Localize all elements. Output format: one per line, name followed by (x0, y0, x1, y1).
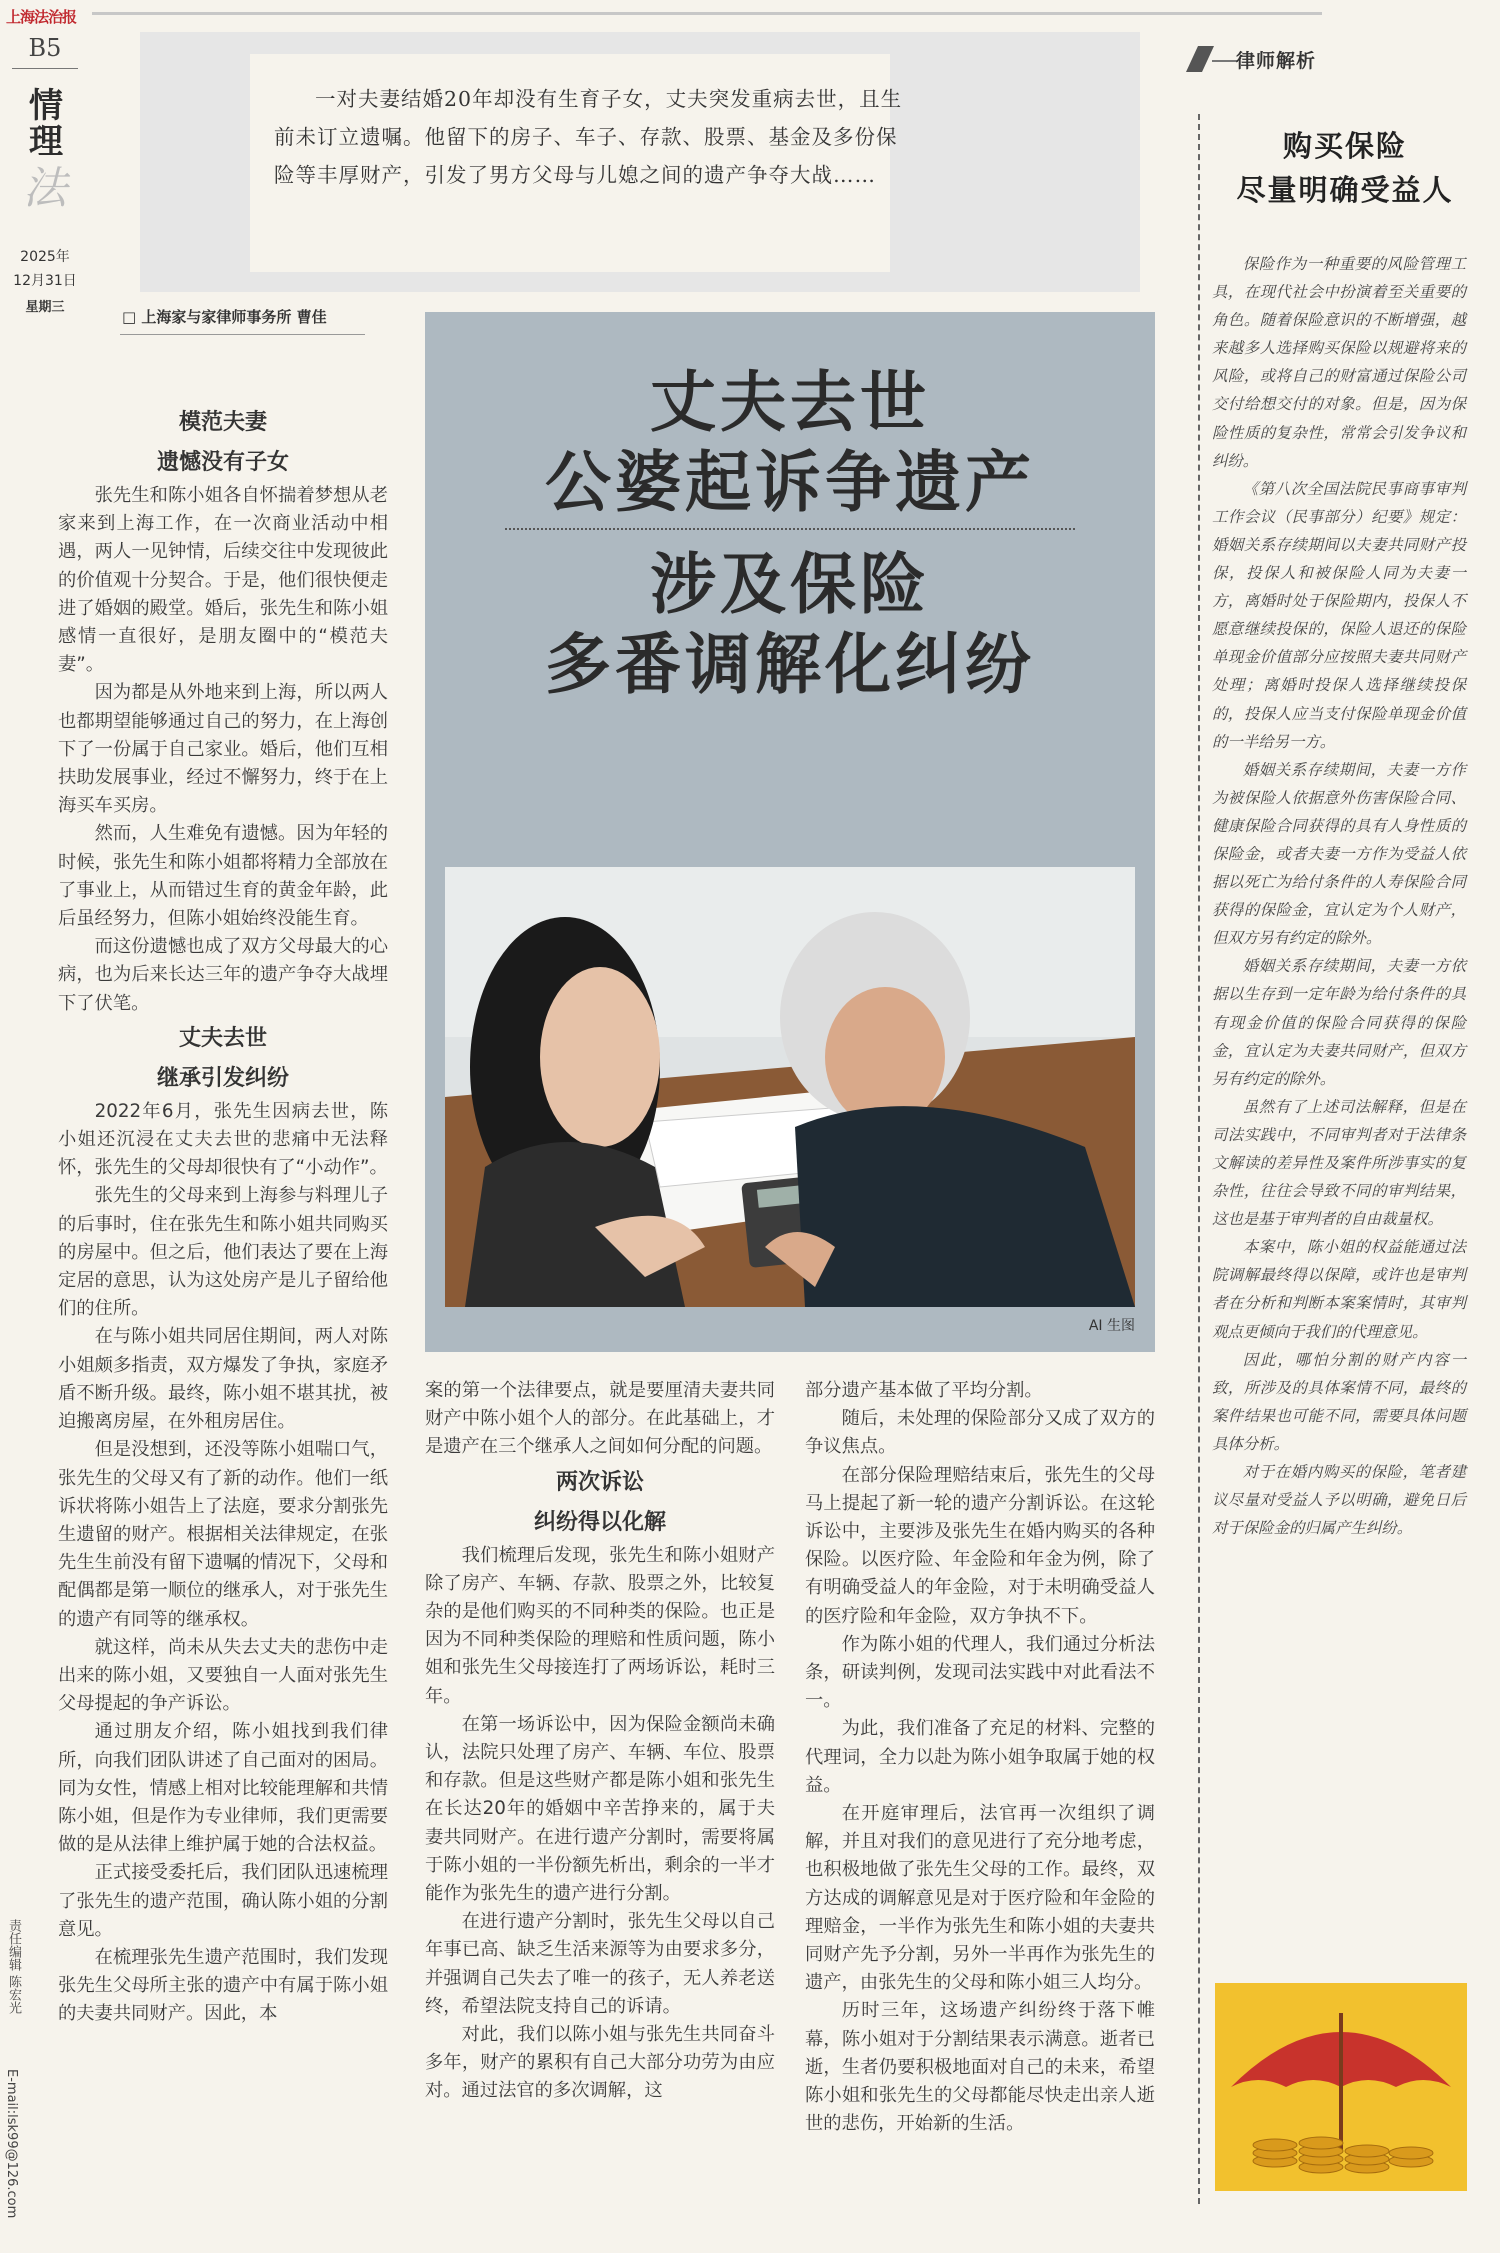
subheading: 继承引发纠纷 (156, 1064, 289, 1091)
lead-paragraph: 一对夫妻结婚20年却没有生育子女，丈夫突发重病去世，且生前未订立遗嘱。他留下的房子、车子、存款、股票、基金及多份保险等丰厚财产，引发了男方父母与儿媳之间的遗产争夺大战…… (274, 87, 903, 187)
text-column-2 (425, 1377, 775, 2106)
body-paragraph: 案的第一个法律要点，就是要厘清夫妻共同财产中陈小姐个人的部分。在此基础上，才是遗产在三个继承人之间如何分配的问题。 (425, 1380, 775, 1458)
subheading: 两次诉讼 (555, 1468, 644, 1495)
byline-rule (120, 334, 365, 335)
sidebar-paragraph: 本案中，陈小姐的权益能通过法院调解最终得以保障，或许也是审判者在分析和判断本案案情时，其审判观点更倾向于我们的代理意见。 (1212, 1238, 1466, 1341)
sidebar-tag-label: 律师解析 (1236, 50, 1317, 72)
headline-block (425, 312, 1155, 1352)
text-column-1 (58, 402, 388, 2029)
page-number: B5 (28, 34, 62, 62)
sidebar-body (1212, 250, 1466, 1542)
text-column-3 (805, 1377, 1155, 2138)
body-paragraph: 在部分保险理赔结束后，张先生的父母马上提起了新一轮的遗产分割诉讼。在这轮诉讼中，主要涉及张先生在婚内购买的各种保险。以医疗险、年金险和年金为例，除了有明确受益人的年金险，对于未明确受益人的医疗险和年金险，双方争执不下。 (805, 1464, 1155, 1627)
sidebar-paragraph: 虽然有了上述司法解释，但是在司法实践中，不同审判者对于法律条文解读的差异性及案件所涉事实的复杂性，往往会导致不同的审判结果，这也是基于审判者的自由裁量权。 (1212, 1097, 1466, 1229)
body-paragraph: 为此，我们准备了充足的材料、完整的代理词，全力以赴为陈小姐争取属于她的权益。 (805, 1718, 1155, 1796)
body-paragraph: 随后，未处理的保险部分又成了双方的争议焦点。 (805, 1408, 1155, 1458)
body-paragraph: 部分遗产基本做了平均分割。 (805, 1380, 1043, 1401)
body-paragraph: 就这样，尚未从失去丈夫的悲伤中走出来的陈小姐，又要独自一人面对张先生父母提起的争产诉讼。 (58, 1636, 388, 1715)
issue-year: 2025年 (20, 249, 70, 265)
body-paragraph: 在开庭审理后，法官再一次组织了调解，并且对我们的意见进行了充分地考虑，也积极地做了张先生父母的工作。最终，双方达成的调解意见是对于医疗险和年金险的理赔金，一半作为张先生和陈小姐的夫妻共同财产先予分割，另外一半再作为张先生的遗产，由张先生的父母和陈小姐三人均分。 (805, 1803, 1155, 1994)
body-paragraph: 在进行遗产分割时，张先生父母以自己年事已高、缺乏生活来源等为由要求多分，并强调自己失去了唯一的孩子，无人养老送终，希望法院支持自己的诉请。 (425, 1911, 775, 2017)
subheading: 模范夫妻 (178, 409, 267, 435)
headline-line-3: 涉及保险 (650, 545, 930, 623)
sidebar-title-line-2: 尽量明确受益人 (1236, 173, 1454, 207)
section-char-fa: 法 (23, 163, 67, 214)
newspaper-logo: 上海法治报 (6, 8, 77, 26)
lead-inner (250, 54, 903, 272)
body-paragraph: 2022年6月，张先生因病去世，陈小姐还沉浸在丈夫去世的悲痛中无法释怀，张先生的父母却很快有了“小动作”。 (58, 1100, 388, 1179)
body-paragraph: 在第一场诉讼中，因为保险金额尚未确认，法院只处理了房产、车辆、车位、股票和存款。但是这些财产都是陈小姐和张先生在长达20年的婚姻中辛苦挣来的，属于夫妻共同财产。在进行遗产分割时，需要将属于陈小姐的一半份额先析出，剩余的一半才能作为张先生的遗产进行分割。 (425, 1713, 775, 1905)
section-char-li: 理 (29, 122, 63, 162)
headline-divider (505, 528, 1075, 530)
headline-line-2: 公婆起诉争遗产 (545, 443, 1035, 521)
page-number-rule (12, 68, 78, 69)
sidebar-title (1215, 124, 1475, 212)
sidebar-paragraph: 对于在婚内购买的保险，笔者建议尽量对受益人予以明确，避免日后对于保险金的归属产生纠纷。 (1212, 1463, 1466, 1538)
body-paragraph: 在梳理张先生遗产范围时，我们发现张先生父母所主张的遗产中有属于陈小姐的夫妻共同财产。因此，本 (58, 1946, 388, 2025)
umbrella-coins-illustration (1215, 1983, 1467, 2191)
top-rule (92, 12, 1322, 15)
subheading: 纠纷得以化解 (533, 1508, 666, 1535)
byline: □ 上海家与家律师事务所 曹佳 (122, 308, 327, 326)
sidebar-paragraph: 婚姻关系存续期间，夫妻一方作为被保险人依据意外伤害保险合同、健康保险合同获得的具有人身性质的保险金，或者夫妻一方作为受益人依据以死亡为给付条件的人寿保险合同获得的保险金，宜认定为个人财产，但双方另有约定的除外。 (1212, 760, 1466, 948)
body-paragraph: 对此，我们以陈小姐与张先生共同奋斗多年，财产的累积有自己大部分功劳为由应对。通过法官的多次调解，这 (425, 2024, 775, 2102)
tag-marker-icon (1178, 42, 1238, 76)
body-paragraph: 但是没想到，还没等陈小姐喘口气，张先生的父母又有了新的动作。他们一纸诉状将陈小姐告上了法庭，要求分割张先生遗留的财产。根据相关法律规定，在张先生生前没有留下遗嘱的情况下，父母和配偶都是第一顺位的继承人，对于张先生的遗产有同等的继承权。 (58, 1439, 388, 1630)
sidebar-paragraph: 因此，哪怕分割的财产内容一致，所涉及的具体案情不同，最终的案件结果也可能不同，需要具体问题具体分析。 (1212, 1350, 1466, 1453)
headline-line-4: 多番调解化纠纷 (545, 625, 1035, 703)
body-paragraph: 历时三年，这场遗产纠纷终于落下帷幕，陈小姐对于分割结果表示满意。逝者已逝，生者仍要积极地面对自己的未来，希望陈小姐和张先生的父母都能尽快走出亲人逝世的悲伤，开始新的生活。 (805, 2000, 1155, 2135)
lead-box (140, 32, 1140, 292)
issue-weekday: 星期三 (25, 300, 65, 315)
sidebar-tag (1178, 42, 1338, 76)
sidebar-paragraph: 保险作为一种重要的风险管理工具，在现代社会中扮演着至关重要的角色。随着保险意识的不断增强，越来越多人选择购买保险以规避将来的风险，或将自己的财富通过保险公司交付给想交付的对象。但是，因为保险性质的复杂性，常常会引发争议和纠纷。 (1212, 255, 1466, 470)
body-paragraph: 作为陈小姐的代理人，我们通过分析法条，研读判例，发现司法实践中对此看法不一。 (805, 1633, 1155, 1712)
sidebar-paragraph: 婚姻关系存续期间，夫妻一方依据以生存到一定年龄为给付条件的具有现金价值的保险合同获得的保险金，宜认定为夫妻共同财产，但双方另有约定的除外。 (1212, 957, 1466, 1088)
section-char-qing: 情 (29, 86, 63, 126)
sidebar-paragraph: 《第八次全国法院民事商事审判工作会议（民事部分）纪要》规定：婚姻关系存续期间以夫妻共同财产投保，投保人和被保险人同为夫妻一方，离婚时处于保险期内，投保人不愿意继续投保的，保险人退还的保险单现金价值部分应按照夫妻共同财产处理；离婚时投保人选择继续投保的，投保人应当支付保险单现金价值的一半给另一方。 (1212, 479, 1466, 751)
sidebar-title-line-1: 购买保险 (1282, 129, 1407, 163)
photo-credit: AI 生图 (1088, 1318, 1135, 1334)
editor-name: 责任编辑 陈宏光 (6, 1919, 21, 2015)
subheading: 遗憾没有子女 (156, 449, 289, 475)
body-paragraph: 在与陈小姐共同居住期间，两人对陈小姐颇多指责，双方爆发了争执，家庭矛盾不断升级。最终，陈小姐不堪其扰，被迫搬离房屋，在外租房居住。 (58, 1326, 388, 1433)
body-paragraph: 然而，人生难免有遗憾。因为年轻的时候，张先生和陈小姐都将精力全部放在了事业上，从而错过生育的黄金年龄，此后虽经努力，但陈小姐始终没能生育。 (58, 823, 388, 930)
body-paragraph: 正式接受委托后，我们团队迅速梳理了张先生的遗产范围，确认陈小姐的分割意见。 (58, 1862, 388, 1940)
headline-line-1: 丈夫去世 (650, 363, 930, 441)
body-paragraph: 张先生的父母来到上海参与料理儿子的后事时，住在张先生和陈小姐共同购买的房屋中。但之后，他们表达了要在上海定居的意思，认为这处房产是儿子留给他们的住所。 (58, 1185, 388, 1320)
lawyer-client-photo (445, 867, 1135, 1307)
body-paragraph: 通过朋友介绍，陈小姐找到我们律所，向我们团队讲述了自己面对的困局。同为女性，情感上相对比较能理解和共情陈小姐，但是作为专业律师，我们更需要做的是从法律上维护属于她的合法权益。 (58, 1721, 388, 1856)
editor-credit (2, 1919, 32, 2249)
issue-date: 12月31日 (13, 273, 77, 289)
editor-email: E-mail:lsk99@126.com (4, 2069, 19, 2219)
body-paragraph: 而这份遗憾也成了双方父母最大的心病，也为后来长达三年的遗产争夺大战埋下了伏笔。 (58, 936, 388, 1014)
body-paragraph: 张先生和陈小姐各自怀揣着梦想从老家来到上海工作，在一次商业活动中相遇，两人一见钟情，后续交往中发现彼此的价值观十分契合。于是，他们很快便走进了婚姻的殿堂。婚后，张先生和陈小姐感情一直很好，是朋友圈中的“模范夫妻”。 (58, 485, 388, 676)
headline (425, 362, 1155, 704)
sidebar-divider (1198, 114, 1200, 2204)
body-paragraph: 因为都是从外地来到上海，所以两人也都期望能够通过自己的努力，在上海创下了一份属于自己家业。婚后，他们互相扶助发展事业，经过不懈努力，终于在上海买车买房。 (58, 682, 388, 817)
subheading: 丈夫去世 (178, 1024, 267, 1051)
body-paragraph: 我们梳理后发现，张先生和陈小姐财产除了房产、车辆、存款、股票之外，比较复杂的是他们购买的不同种类的保险。也正是因为不同种类保险的理赔和性质问题，陈小姐和张先生父母接连打了两场诉讼，耗时三年。 (425, 1544, 775, 1707)
